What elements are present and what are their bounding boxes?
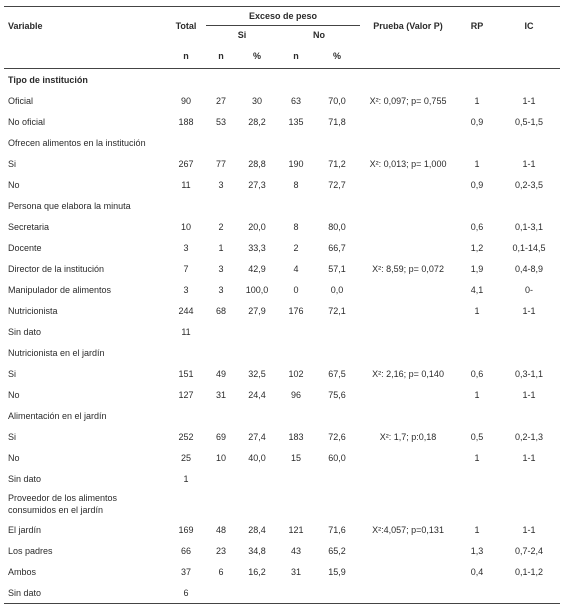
cell-si-pct: 27,4 bbox=[248, 431, 266, 442]
row-label: Si bbox=[8, 431, 17, 442]
cell-total: 252 bbox=[178, 431, 194, 442]
header-no-n: n bbox=[278, 44, 314, 69]
table-header bbox=[4, 7, 560, 69]
cell-prueba bbox=[360, 321, 456, 342]
header-si-pct: % bbox=[236, 44, 278, 69]
cell-no-n: 102 bbox=[288, 368, 304, 379]
table-row bbox=[4, 258, 560, 279]
cell-si-pct: 20,0 bbox=[248, 221, 266, 232]
cell-rp: 1 bbox=[474, 158, 480, 169]
cell-total: 127 bbox=[178, 389, 194, 400]
cell-no-pct: 71,2 bbox=[328, 158, 346, 169]
cell-rp: 0,6 bbox=[470, 368, 484, 379]
cell-ic: 0,1-3,1 bbox=[515, 221, 544, 232]
cell-total: 10 bbox=[180, 221, 191, 232]
cell-rp: 0,5 bbox=[470, 431, 484, 442]
header-variable: Variable bbox=[4, 7, 166, 45]
cell-si-n: 48 bbox=[215, 524, 226, 535]
section-label: Persona que elabora la minuta bbox=[8, 200, 131, 211]
cell-no-pct: 72,6 bbox=[328, 431, 346, 442]
section-header-row bbox=[4, 69, 560, 91]
cell-no-n bbox=[278, 468, 314, 489]
cell-no-pct: 71,8 bbox=[328, 116, 346, 127]
cell-rp: 1,3 bbox=[470, 545, 484, 556]
cell-si-n: 10 bbox=[215, 452, 226, 463]
cell-ic: 1-1 bbox=[522, 452, 536, 463]
header-spacer bbox=[360, 44, 456, 69]
section-label: Nutricionista en el jardín bbox=[8, 347, 105, 358]
cell-prueba: X²: 1,7; p:0,18 bbox=[379, 431, 437, 442]
cell-prueba bbox=[360, 111, 456, 132]
section-header-row bbox=[4, 489, 560, 519]
cell-rp: 1 bbox=[474, 305, 480, 316]
section-header-row bbox=[4, 342, 560, 363]
header-ic: IC bbox=[498, 7, 560, 45]
header-spacer bbox=[498, 44, 560, 69]
cell-ic: 0,4-8,9 bbox=[515, 263, 544, 274]
cell-si-n: 2 bbox=[218, 221, 224, 232]
cell-no-n bbox=[278, 321, 314, 342]
cell-no-pct: 75,6 bbox=[328, 389, 346, 400]
cell-rp: 1,2 bbox=[470, 242, 484, 253]
cell-no-pct bbox=[314, 468, 360, 489]
row-label: Oficial bbox=[8, 95, 34, 106]
cell-no-pct: 80,0 bbox=[328, 221, 346, 232]
cell-rp: 1 bbox=[474, 452, 480, 463]
section-header-row bbox=[4, 195, 560, 216]
cell-no-n bbox=[278, 582, 314, 604]
cell-no-pct: 72,7 bbox=[328, 179, 346, 190]
cell-si-pct: 100,0 bbox=[245, 284, 269, 295]
cell-no-n: 121 bbox=[288, 524, 304, 535]
cell-total: 66 bbox=[180, 545, 191, 556]
table-row bbox=[4, 582, 560, 604]
cell-si-n: 49 bbox=[215, 368, 226, 379]
header-no: No bbox=[313, 30, 326, 40]
cell-si-n: 53 bbox=[215, 116, 226, 127]
cell-rp: 0,9 bbox=[470, 179, 484, 190]
cell-prueba: X²:4,057; p=0,131 bbox=[372, 524, 444, 535]
cell-ic: 0,1-14,5 bbox=[512, 242, 546, 253]
cell-no-n: 8 bbox=[293, 179, 299, 190]
cell-si-pct bbox=[236, 582, 278, 604]
cell-prueba bbox=[360, 561, 456, 582]
cell-ic bbox=[498, 321, 560, 342]
cell-rp bbox=[456, 468, 498, 489]
header-total: Total bbox=[166, 7, 206, 45]
cell-no-n: 176 bbox=[288, 305, 304, 316]
cell-rp: 4,1 bbox=[470, 284, 484, 295]
cell-rp: 1,9 bbox=[470, 263, 484, 274]
cell-si-pct: 27,9 bbox=[248, 305, 266, 316]
row-label: Secretaria bbox=[8, 221, 50, 232]
cell-total: 3 bbox=[183, 242, 189, 253]
table-row bbox=[4, 279, 560, 300]
section-header-row bbox=[4, 405, 560, 426]
section-label: Alimentación en el jardín bbox=[8, 410, 107, 421]
cell-si-n bbox=[206, 582, 236, 604]
cell-no-pct: 67,5 bbox=[328, 368, 346, 379]
table-row bbox=[4, 237, 560, 258]
cell-rp bbox=[456, 321, 498, 342]
cell-no-n: 2 bbox=[293, 242, 299, 253]
cell-prueba: X²: 0,013; p= 1,000 bbox=[369, 158, 447, 169]
cell-ic: 0,2-1,3 bbox=[515, 431, 544, 442]
cell-si-n: 23 bbox=[215, 545, 226, 556]
cell-prueba: X²: 2,16; p= 0,140 bbox=[372, 368, 444, 379]
cell-no-pct bbox=[314, 321, 360, 342]
cell-ic bbox=[498, 468, 560, 489]
cell-si-n bbox=[206, 468, 236, 489]
cell-no-pct: 65,2 bbox=[328, 545, 346, 556]
row-label: Nutricionista bbox=[8, 305, 58, 316]
table-row bbox=[4, 447, 560, 468]
cell-total: 267 bbox=[178, 158, 194, 169]
table-row bbox=[4, 111, 560, 132]
cell-si-n bbox=[206, 321, 236, 342]
section-label: Proveedor de los alimentos consumidos en el jardín bbox=[8, 493, 118, 515]
header-no-pct: % bbox=[314, 44, 360, 69]
row-label: No bbox=[8, 452, 20, 463]
header-si-n: n bbox=[206, 44, 236, 69]
cell-si-pct: 40,0 bbox=[248, 452, 266, 463]
cell-si-n: 77 bbox=[215, 158, 226, 169]
row-label: Los padres bbox=[8, 545, 53, 556]
cell-si-pct: 24,4 bbox=[248, 389, 266, 400]
cell-si-pct: 34,8 bbox=[248, 545, 266, 556]
cell-prueba bbox=[360, 540, 456, 561]
cell-rp: 0,4 bbox=[470, 566, 484, 577]
cell-no-n: 183 bbox=[288, 431, 304, 442]
cell-no-pct: 15,9 bbox=[328, 566, 346, 577]
header-exceso-de-peso: Exceso de peso bbox=[206, 7, 360, 26]
data-table bbox=[4, 6, 560, 604]
cell-prueba bbox=[360, 216, 456, 237]
cell-ic: 1-1 bbox=[522, 95, 536, 106]
cell-no-pct: 57,1 bbox=[328, 263, 346, 274]
cell-ic: 1-1 bbox=[522, 389, 536, 400]
section-label: Ofrecen alimentos en la institución bbox=[8, 137, 146, 148]
row-label: No oficial bbox=[8, 116, 46, 127]
table-row bbox=[4, 90, 560, 111]
cell-si-pct: 28,2 bbox=[248, 116, 266, 127]
cell-si-pct: 30 bbox=[251, 95, 262, 106]
cell-ic: 0,7-2,4 bbox=[515, 545, 544, 556]
row-label: Ambos bbox=[8, 566, 37, 577]
cell-si-pct: 28,4 bbox=[248, 524, 266, 535]
row-label: Sin dato bbox=[4, 582, 166, 604]
table-row bbox=[4, 540, 560, 561]
cell-total: 37 bbox=[180, 566, 191, 577]
cell-prueba bbox=[360, 447, 456, 468]
table-row bbox=[4, 384, 560, 405]
cell-prueba bbox=[360, 468, 456, 489]
cell-rp bbox=[456, 582, 498, 604]
table-row bbox=[4, 561, 560, 582]
cell-no-n: 63 bbox=[290, 95, 301, 106]
cell-ic: 1-1 bbox=[522, 305, 536, 316]
cell-si-pct: 33,3 bbox=[248, 242, 266, 253]
cell-total: 169 bbox=[178, 524, 194, 535]
row-label: Docente bbox=[8, 242, 42, 253]
table-row bbox=[4, 321, 560, 342]
header-prueba: Prueba (Valor P) bbox=[360, 7, 456, 45]
cell-rp: 1 bbox=[474, 524, 480, 535]
cell-si-n: 3 bbox=[218, 179, 224, 190]
table-body bbox=[4, 69, 560, 604]
cell-no-n: 190 bbox=[288, 158, 304, 169]
cell-rp: 1 bbox=[474, 95, 480, 106]
cell-total: 188 bbox=[178, 116, 194, 127]
cell-ic: 0- bbox=[525, 284, 534, 295]
cell-prueba bbox=[360, 582, 456, 604]
cell-total: 151 bbox=[178, 368, 194, 379]
row-label: Sin dato bbox=[8, 326, 42, 337]
cell-total: 11 bbox=[181, 326, 191, 337]
cell-no-n: 0 bbox=[293, 284, 299, 295]
cell-no-pct: 60,0 bbox=[328, 452, 346, 463]
cell-ic: 0,2-3,5 bbox=[515, 179, 544, 190]
cell-si-pct bbox=[236, 468, 278, 489]
row-label: Manipulador de alimentos bbox=[8, 284, 112, 295]
cell-no-n: 96 bbox=[290, 389, 301, 400]
cell-ic: 0,5-1,5 bbox=[515, 116, 544, 127]
cell-total: 6 bbox=[166, 582, 206, 604]
header-rp: RP bbox=[456, 7, 498, 45]
cell-total: 11 bbox=[181, 179, 191, 190]
table-row bbox=[4, 363, 560, 384]
table-row bbox=[4, 426, 560, 447]
cell-si-pct: 16,2 bbox=[248, 566, 266, 577]
cell-total: 25 bbox=[180, 452, 191, 463]
row-label: El jardín bbox=[8, 524, 42, 535]
cell-rp: 1 bbox=[474, 389, 480, 400]
row-label: Sin dato bbox=[8, 473, 42, 484]
cell-ic: 0,3-1,1 bbox=[515, 368, 544, 379]
cell-no-pct: 70,0 bbox=[328, 95, 346, 106]
cell-no-pct: 0,0 bbox=[330, 284, 344, 295]
cell-no-pct: 71,6 bbox=[328, 524, 346, 535]
row-label: Si bbox=[8, 368, 17, 379]
cell-no-n: 31 bbox=[290, 566, 301, 577]
row-label: Director de la institución bbox=[8, 263, 105, 274]
cell-si-n: 3 bbox=[218, 263, 224, 274]
cell-si-pct: 27,3 bbox=[248, 179, 266, 190]
cell-total: 7 bbox=[183, 263, 189, 274]
cell-rp: 0,9 bbox=[470, 116, 484, 127]
cell-total: 244 bbox=[178, 305, 194, 316]
header-total-n: n bbox=[166, 44, 206, 69]
cell-prueba bbox=[360, 384, 456, 405]
table-row bbox=[4, 216, 560, 237]
cell-si-pct: 42,9 bbox=[248, 263, 266, 274]
cell-ic: 1-1 bbox=[522, 524, 536, 535]
cell-prueba: X²: 0,097; p= 0,755 bbox=[369, 95, 447, 106]
cell-ic: 0,1-1,2 bbox=[515, 566, 544, 577]
cell-no-n: 135 bbox=[288, 116, 304, 127]
section-header-row bbox=[4, 132, 560, 153]
header-si: Si bbox=[237, 30, 247, 40]
table-row bbox=[4, 468, 560, 489]
cell-ic: 1-1 bbox=[522, 158, 536, 169]
row-label: No bbox=[8, 179, 20, 190]
cell-rp: 0,6 bbox=[470, 221, 484, 232]
cell-no-pct bbox=[314, 582, 360, 604]
cell-no-pct: 72,1 bbox=[328, 305, 346, 316]
header-spacer bbox=[456, 44, 498, 69]
cell-no-n: 15 bbox=[290, 452, 301, 463]
cell-no-pct: 66,7 bbox=[328, 242, 346, 253]
cell-total: 1 bbox=[183, 473, 189, 484]
section-label: Tipo de institución bbox=[8, 74, 88, 85]
row-label: No bbox=[8, 389, 20, 400]
cell-ic bbox=[498, 582, 560, 604]
cell-si-n: 69 bbox=[215, 431, 226, 442]
cell-si-pct bbox=[236, 321, 278, 342]
cell-si-n: 6 bbox=[218, 566, 224, 577]
cell-si-n: 27 bbox=[215, 95, 226, 106]
cell-prueba: X²: 8,59; p= 0,072 bbox=[372, 263, 444, 274]
cell-si-pct: 32,5 bbox=[248, 368, 266, 379]
cell-no-n: 4 bbox=[293, 263, 299, 274]
cell-no-n: 43 bbox=[290, 545, 301, 556]
table-row bbox=[4, 519, 560, 540]
cell-si-pct: 28,8 bbox=[248, 158, 266, 169]
cell-si-n: 31 bbox=[215, 389, 226, 400]
cell-prueba bbox=[360, 279, 456, 300]
cell-prueba bbox=[360, 300, 456, 321]
cell-prueba bbox=[360, 237, 456, 258]
cell-si-n: 1 bbox=[218, 242, 224, 253]
cell-total: 90 bbox=[180, 95, 191, 106]
table-row bbox=[4, 153, 560, 174]
header-spacer bbox=[4, 44, 166, 69]
cell-si-n: 68 bbox=[215, 305, 226, 316]
cell-total: 3 bbox=[183, 284, 189, 295]
cell-si-n: 3 bbox=[218, 284, 224, 295]
cell-prueba bbox=[360, 174, 456, 195]
table-row bbox=[4, 300, 560, 321]
cell-no-n: 8 bbox=[293, 221, 299, 232]
row-label: Si bbox=[8, 158, 17, 169]
table-row bbox=[4, 174, 560, 195]
